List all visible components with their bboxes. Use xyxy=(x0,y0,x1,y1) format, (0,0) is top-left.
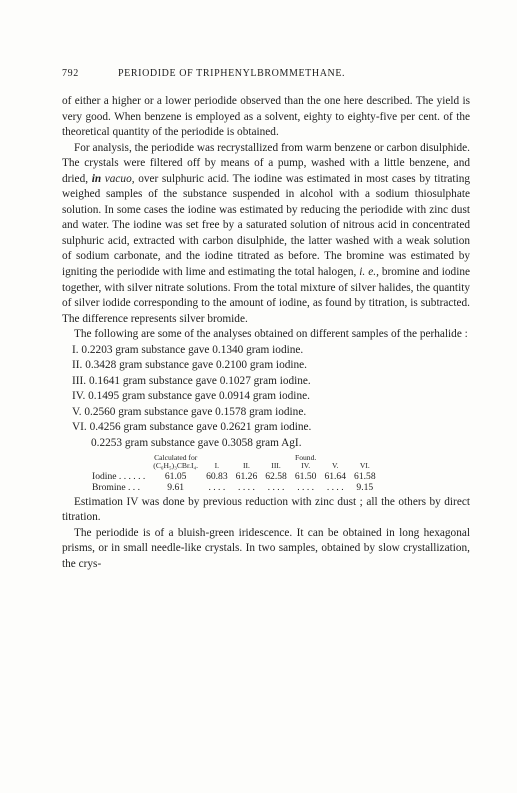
table-cell: . . . . xyxy=(238,481,255,493)
column-header: VI. xyxy=(359,461,370,471)
column-header: IV. xyxy=(301,461,311,471)
results-column-row xyxy=(92,462,380,471)
table-cell: 61.58 xyxy=(354,470,376,482)
paragraph-continuation: of either a higher or a lower periodide observed than the one here described. The yield is very good. When benzene is employed as a solvent, eighty to eighty-five per cent. of the theoretical quantity of the periodide is obtained. xyxy=(62,95,470,139)
column-header: V. xyxy=(332,461,339,471)
table-row-iodine xyxy=(92,471,380,482)
paragraph-analyses-intro: The following are some of the analyses obtained on different samples of the perhalide : xyxy=(74,328,468,341)
paragraph-crystals: The periodide is of a bluish-green iridescence. It can be obtained in long hexagonal prisms, or in small needle-like crystals. In two samples, obtained by slow crystallization, the crys- xyxy=(62,526,470,570)
page-body xyxy=(62,94,470,572)
paragraph-estimation-note: Estimation IV was done by previous reduction with zinc dust ; all the others by direct titration. xyxy=(62,495,470,524)
table-cell: . . . . xyxy=(326,481,344,493)
analysis-text-b: over sulphuric acid. The iodine was estimated in most cases by titrating weighed samples of the substance suspended in alcohol with a sodium thiosulphate solution. In some cases the iodine was estimated by reducing the periodide with zinc dust and water. The iodine was set free by a saturated solution of nitrous acid in concentrated sulphuric acid, extracted with carbon disulphide, the latter washed with a weak solution of sodium carbonate, and the iodine titrated as before. The bromine was estimated by igniting the periodide with lime and estimating the total halogen, xyxy=(62,172,471,279)
sample-item: IV. 0.1495 gram substance gave 0.0914 gram iodine. xyxy=(72,390,310,403)
sample-item: I. 0.2203 gram substance gave 0.1340 gram iodine. xyxy=(72,343,304,356)
row-label: Bromine . . . xyxy=(92,481,140,493)
found-label: Found. xyxy=(294,452,317,462)
table-cell: . . . . xyxy=(297,481,315,493)
sample-item: VI. 0.4256 gram substance gave 0.2621 gram iodine. xyxy=(72,421,312,434)
table-cell: 62.58 xyxy=(265,470,287,482)
table-cell: . . . . xyxy=(267,481,285,493)
sample-item: III. 0.1641 gram substance gave 0.1027 gram iodine. xyxy=(72,374,311,387)
sample-item: II. 0.3428 gram substance gave 0.2100 gram iodine. xyxy=(72,359,307,372)
calc-label: Calculated for xyxy=(154,452,198,462)
table-cell: 61.50 xyxy=(294,470,317,482)
table-row-bromine xyxy=(92,482,380,493)
calc-value: 61.05 xyxy=(164,470,187,482)
italic-ie: i. e., xyxy=(359,266,379,279)
analysis-text-a: For analysis, the periodide was recrystallized from warm benzene or carbon disulphide. The crystals were filtered off by means of a pump, washed with a little benzene, and dried, xyxy=(62,141,470,185)
row-label: Iodine . . . . . . xyxy=(92,470,146,482)
sample-item: V. 0.2560 gram substance gave 0.1578 gram iodine. xyxy=(72,405,307,418)
column-header: I. xyxy=(214,461,220,471)
page-number: 792 xyxy=(62,68,79,79)
running-title: PERIODIDE OF TRIPHENYLBROMMETHANE. xyxy=(118,68,346,79)
italic-in: in xyxy=(91,172,102,185)
paragraph-analysis-method xyxy=(62,141,470,328)
calc-value: 9.61 xyxy=(167,481,185,493)
table-cell: 9.15 xyxy=(356,481,374,493)
sample-item-agi: 0.2253 gram substance gave 0.3058 gram AgI. xyxy=(91,437,302,450)
table-cell: 61.26 xyxy=(235,470,258,482)
results-table xyxy=(92,454,380,493)
sample-list xyxy=(62,343,470,452)
analysis-text-c: bromine and iodine together, with silver nitrate solutions. From the total mixture of silver halides, the quantity of silver iodide corresponding to the amount of iodine, as found by titration, is subtracted. The difference represents silver bromide. xyxy=(62,266,470,325)
table-cell: 61.64 xyxy=(324,470,347,482)
table-cell: . . . . xyxy=(208,481,226,493)
formula: (C₆H₅)₃CBr.I₄. xyxy=(153,461,199,471)
table-cell: 60.83 xyxy=(206,470,228,482)
italic-vacuo: vacuo, xyxy=(104,172,135,185)
column-header: III. xyxy=(271,461,281,471)
column-header: II. xyxy=(242,461,250,471)
